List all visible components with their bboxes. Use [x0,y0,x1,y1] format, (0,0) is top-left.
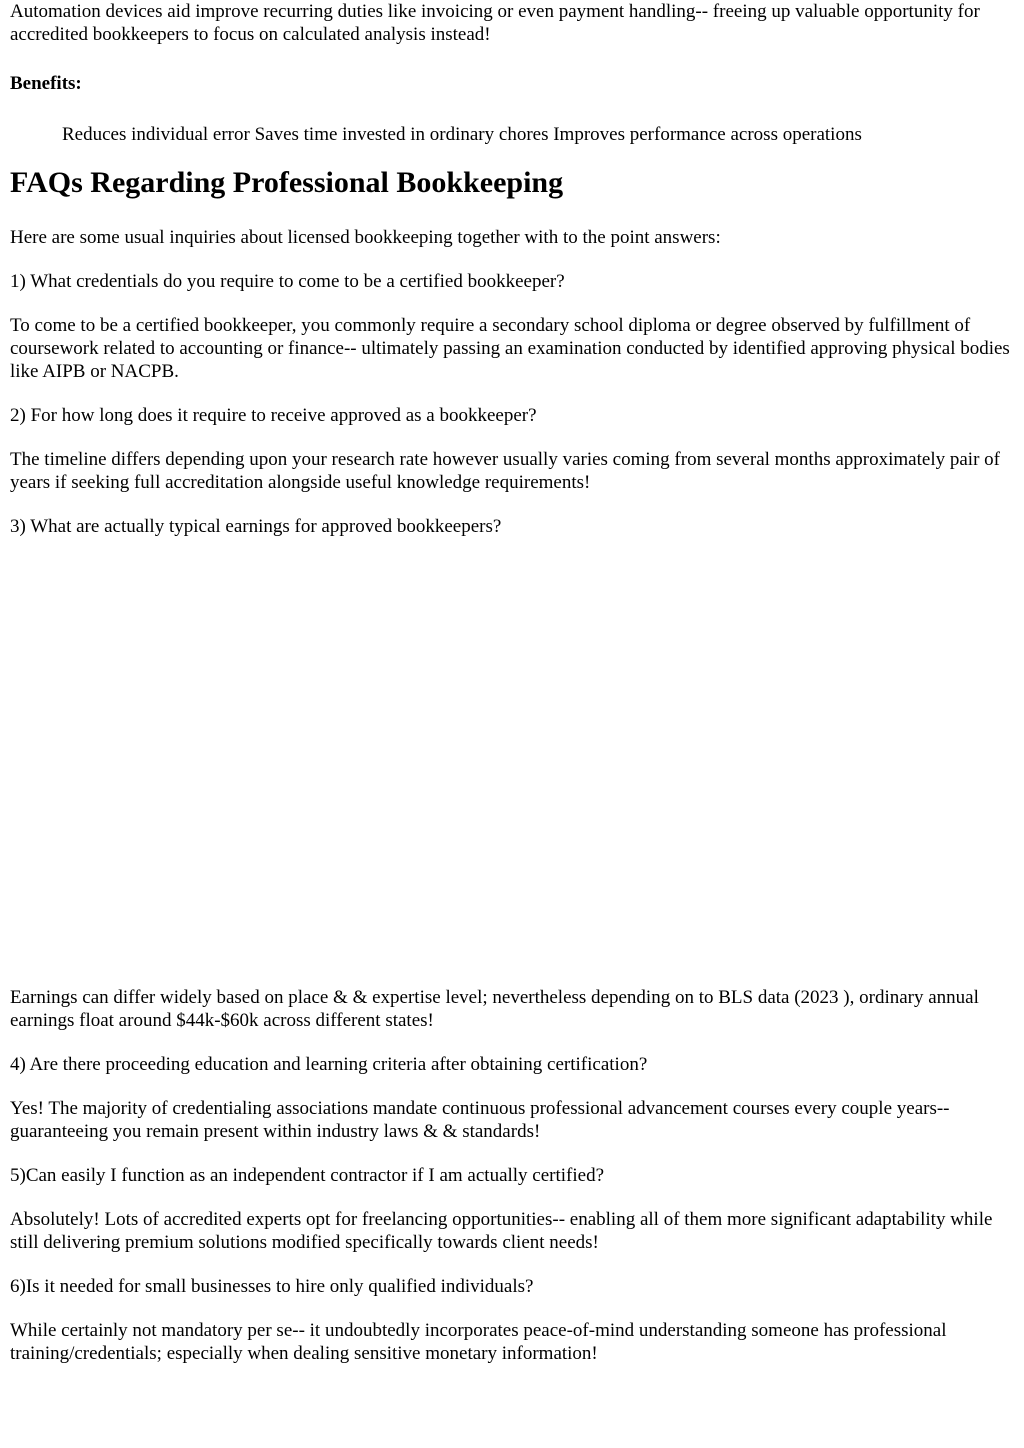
faq-question-4: 4) Are there proceeding education and learning criteria after obtaining certification? [10,1054,648,1075]
faq-answer-3: Earnings can differ widely based on place & & expertise level; nevertheless depending on to BLS data (2023 ), ordinary annual earnings float around $44k-$60k across different states! [10,987,979,1031]
faq-answer-2: The timeline differs depending upon your research rate however usually varies coming from several months approximately pair of years if seeking full accreditation alongside useful knowledge requirements! [10,449,1000,493]
faq-question-5: 5)Can easily I function as an independent contractor if I am actually certified? [10,1165,605,1186]
faq-intro: Here are some usual inquiries about licensed bookkeeping together with to the point answers: [10,227,721,248]
faq-answer-4: Yes! The majority of credentialing associations mandate continuous professional advancement courses every couple years-- guaranteeing you remain present within industry laws & & standards! [10,1098,950,1142]
article-body [10,0,1014,1365]
faq-answer-6: While certainly not mandatory per se-- it undoubtedly incorporates peace-of-mind understanding someone has professional training/credentials; especially when dealing sensitive monetary information! [10,1320,947,1364]
faq-answer-1: To come to be a certified bookkeeper, you commonly require a secondary school diploma or degree observed by fulfillment of coursework related to accounting or finance-- ultimately passing an examination conducted by identified approving physical bodies like AIPB or NACPB. [10,315,1010,382]
faq-question-3: 3) What are actually typical earnings for approved bookkeepers? [10,516,502,537]
blank-media-area [10,538,1014,986]
intro-paragraph: Automation devices aid improve recurring duties like invoicing or even payment handling-- freeing up valuable opportunity for accredited bookkeepers to focus on calculated analysis instead! [10,1,980,45]
faq-question-1: 1) What credentials do you require to come to be a certified bookkeeper? [10,271,565,292]
benefits-list: Reduces individual error Saves time invested in ordinary chores Improves performance across operations [62,124,862,145]
faq-question-2: 2) For how long does it require to receive approved as a bookkeeper? [10,405,537,426]
faq-question-6: 6)Is it needed for small businesses to hire only qualified individuals? [10,1276,534,1297]
faq-answer-5: Absolutely! Lots of accredited experts opt for freelancing opportunities-- enabling all of them more significant adaptability while still delivering premium solutions modified specifically towards client needs! [10,1209,993,1253]
faq-title: FAQs Regarding Professional Bookkeeping [10,166,564,199]
benefits-heading: Benefits: [10,73,82,94]
